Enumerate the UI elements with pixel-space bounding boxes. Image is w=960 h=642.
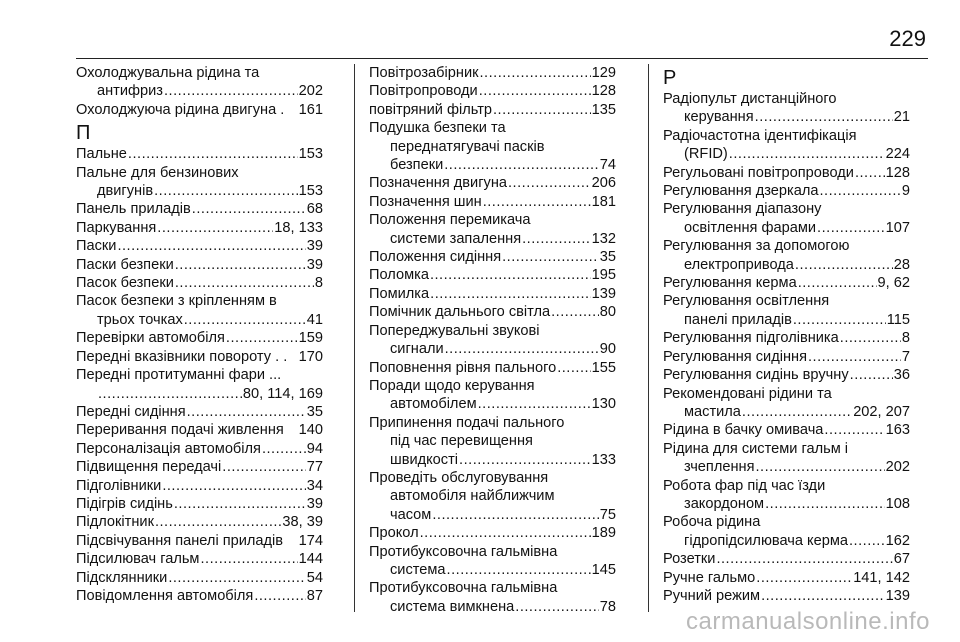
dot-leader (765, 495, 885, 513)
index-page-ref: 174 (298, 532, 323, 549)
dot-leader (755, 458, 884, 476)
index-page-ref: 141, 142 (853, 569, 910, 586)
dot-leader (522, 230, 591, 248)
index-entry-title: двигунів (97, 183, 154, 200)
index-entry (76, 403, 323, 421)
index-column-2 (369, 64, 616, 616)
index-page-ref: 115 (886, 311, 910, 328)
index-entry-title: панелі приладів (684, 311, 792, 328)
index-page-ref: 68 (306, 201, 323, 218)
dot-leader (508, 174, 591, 192)
index-entry (369, 524, 616, 542)
index-entry (76, 164, 323, 201)
dot-leader (175, 256, 306, 274)
dot-leader (502, 248, 599, 266)
index-entry-text: Протибуксовочна гальмівна (369, 580, 558, 597)
index-page-ref: 28 (893, 256, 910, 273)
index-entry-text: Попереджувальні звукові (369, 322, 540, 339)
dot-leader (168, 569, 305, 587)
dot-leader (742, 403, 852, 421)
index-entry (369, 359, 616, 377)
header-rule (76, 58, 928, 59)
dot-leader (445, 340, 599, 358)
index-entry-title: Регулювання сидінь вручну (663, 367, 849, 384)
dot-leader (795, 256, 893, 274)
index-entry (369, 174, 616, 192)
index-page-ref: 144 (298, 551, 323, 568)
dot-leader (493, 101, 591, 119)
index-entry-title: Підсвічування панелі приладів (76, 532, 284, 549)
index-entry-text: Радіочастотна ідентифікація (663, 127, 857, 144)
index-page-ref: 163 (885, 422, 910, 439)
index-entry (663, 550, 910, 568)
index-entry (76, 550, 323, 568)
index-page-ref: 35 (599, 249, 616, 266)
index-entry-text: під час перевищення (390, 433, 533, 450)
index-page-ref: 195 (591, 267, 616, 284)
index-entry-text: Охолоджувальна рідина та (76, 65, 260, 81)
index-page-ref: 224 (885, 146, 910, 163)
index-entry-title: (RFID) (684, 146, 728, 163)
dot-leader (793, 311, 886, 329)
index-page-ref: 87 (306, 587, 323, 604)
dot-leader (164, 82, 298, 100)
dot-leader (157, 219, 273, 237)
index-entry (663, 200, 910, 237)
index-page-ref: 130 (591, 396, 616, 413)
index-entry-text: Припинення подачі пального (369, 414, 565, 431)
index-entry (76, 440, 323, 458)
dot-leader (262, 440, 306, 458)
index-entry-title: Передні сидіння (76, 403, 186, 420)
index-column-3 (663, 64, 910, 605)
index-entry-text: Регулювання діапазону (663, 201, 822, 218)
index-page-ref: 78 (599, 598, 616, 615)
dot-leader (824, 421, 884, 439)
dot-leader (479, 64, 590, 82)
index-entry (369, 543, 616, 580)
dot-leader (798, 274, 877, 292)
index-entry (369, 211, 616, 248)
index-page-ref: 8 (314, 275, 323, 292)
index-page-ref: 39 (306, 495, 323, 512)
index-entry-title: закордоном (684, 495, 765, 512)
index-page-ref: 39 (306, 256, 323, 273)
index-page-ref: 139 (591, 285, 616, 302)
index-entry-title: системи запалення (390, 230, 522, 247)
index-entry (76, 532, 323, 550)
dot-leader (819, 182, 900, 200)
index-entry (76, 292, 323, 329)
dot-leader (184, 311, 306, 329)
dot-leader (222, 458, 305, 476)
column-divider (648, 64, 649, 612)
dot-leader (557, 359, 590, 377)
index-page-ref: 140 (298, 422, 323, 439)
index-page-ref: 135 (591, 101, 616, 118)
index-entry (76, 219, 323, 237)
column-divider (354, 64, 355, 612)
index-entry-title: Передні вказівники повороту . . (76, 348, 288, 365)
dot-leader (200, 550, 297, 568)
dot-leader (98, 385, 242, 403)
index-entry-title: Ручний режим (663, 587, 761, 604)
index-entry (76, 366, 323, 403)
index-entry (663, 182, 910, 200)
index-entry (76, 513, 323, 531)
index-entry (369, 285, 616, 303)
index-page-ref: 129 (591, 65, 616, 81)
index-entry (369, 193, 616, 211)
dot-leader (175, 274, 314, 292)
index-entry-title: швидкості (390, 451, 459, 468)
index-entry-title: Рідина в бачку омивача (663, 422, 824, 439)
dot-leader (117, 237, 305, 255)
index-entry-title: Перевірки автомобіля (76, 330, 225, 347)
index-entry (663, 366, 910, 384)
index-entry (369, 469, 616, 524)
index-entry (369, 266, 616, 284)
index-entry-title: Розетки (663, 551, 716, 568)
index-page-ref: 161 (298, 101, 323, 118)
dot-leader (444, 156, 599, 174)
dot-leader (254, 587, 305, 605)
index-entry-title: Пасок безпеки (76, 275, 174, 292)
index-entry-title: електропривода (684, 256, 794, 273)
index-entry (76, 101, 323, 119)
index-entry (663, 440, 910, 477)
dot-leader (478, 395, 591, 413)
index-entry-title: Підсилювач гальм (76, 551, 200, 568)
index-entry-text: Радіопульт дистанційного (663, 91, 837, 107)
index-entry-title: Підлокітник (76, 514, 154, 531)
dot-leader (226, 329, 298, 347)
index-entry (369, 248, 616, 266)
index-entry-text: Проведіть обслуговування (369, 469, 549, 486)
index-entry (369, 414, 616, 469)
index-page-ref: 132 (591, 230, 616, 247)
index-entry (663, 385, 910, 422)
dot-leader (162, 477, 305, 495)
watermark: carmanualsonline.info (686, 608, 930, 635)
index-entry (76, 495, 323, 513)
index-entry-title: трьох точках (97, 311, 183, 328)
index-entry (663, 237, 910, 274)
index-entry-title: Підвищення передачі (76, 459, 222, 476)
index-page-ref: 41 (306, 311, 323, 328)
index-entry (369, 322, 616, 359)
dot-leader (459, 451, 591, 469)
dot-leader (483, 193, 591, 211)
dot-leader (855, 164, 885, 182)
index-page-ref: 128 (885, 164, 910, 181)
index-entry (663, 421, 910, 439)
index-entry (76, 145, 323, 163)
index-entry-title: безпеки (390, 157, 444, 174)
dot-leader (515, 598, 599, 616)
index-entry (663, 127, 910, 164)
dot-leader (430, 266, 591, 284)
index-entry-title: Пальне (76, 146, 127, 163)
index-entry-title: система вимкнена (390, 598, 515, 615)
index-entry-title: Прокол (369, 525, 419, 542)
index-entry-title: Регулювання дзеркала (663, 183, 819, 200)
index-entry (663, 274, 910, 292)
index-entry (369, 119, 616, 174)
index-entry-title: освітлення фарами (684, 219, 817, 236)
index-page-ref: 202, 207 (853, 403, 910, 420)
index-entry-title: Паски (76, 238, 117, 255)
index-page-ref: 133 (591, 451, 616, 468)
index-page-ref: 9, 62 (877, 275, 910, 292)
dot-leader (447, 561, 591, 579)
index-entry-title: мастила (684, 403, 741, 420)
index-entry-title: Підголівники (76, 477, 162, 494)
index-entry (76, 274, 323, 292)
index-entry (76, 200, 323, 218)
index-entry-title: Поломка (369, 267, 429, 284)
dot-leader (432, 506, 598, 524)
index-entry (369, 377, 616, 414)
index-entry-title: автомобілем (390, 396, 477, 413)
index-page-ref: 38, 39 (282, 514, 323, 531)
index-page-ref: 189 (591, 525, 616, 542)
dot-leader (479, 82, 591, 100)
index-entry (663, 477, 910, 514)
dot-leader (187, 403, 306, 421)
index-page-ref: 139 (885, 587, 910, 604)
index-page-ref: 128 (591, 83, 616, 100)
index-entry-title: сигнали (390, 341, 444, 358)
index-entry-text: Передні протитуманні фари ... (76, 367, 282, 384)
index-page-ref: 54 (306, 569, 323, 586)
index-entry-title: Поповнення рівня пального (369, 359, 557, 376)
index-page-ref: 67 (893, 551, 910, 568)
dot-leader (755, 108, 893, 126)
index-page-ref: 206 (591, 175, 616, 192)
index-entry-title: зчеплення (684, 459, 755, 476)
index-entry (369, 82, 616, 100)
index-entry-title: Переривання подачі живлення (76, 422, 284, 439)
index-entry-title: Персоналізація автомобіля (76, 440, 261, 457)
index-page-ref: 90 (599, 341, 616, 358)
index-page-ref: 34 (306, 477, 323, 494)
index-entry-title: Підігрів сидінь (76, 495, 173, 512)
index-entry-title: Помилка (369, 285, 430, 302)
index-entry (76, 569, 323, 587)
index-entry-title: повітряний фільтр (369, 101, 492, 118)
index-entry (369, 579, 616, 616)
index-entry-text: автомобіля найближчим (390, 488, 555, 505)
index-entry-text: Пальне для бензинових (76, 164, 239, 181)
index-page-ref: 202 (885, 459, 910, 476)
index-entry-text: Робота фар під час їзди (663, 477, 826, 494)
index-page-ref: 153 (298, 183, 323, 200)
index-page-ref: 35 (306, 403, 323, 420)
index-entry-title: Позначення шин (369, 193, 482, 210)
dot-leader (430, 285, 591, 303)
dot-leader (840, 329, 901, 347)
index-entry-text: Положення перемикача (369, 212, 531, 229)
index-entry-title: Панель приладів (76, 201, 191, 218)
dot-leader (761, 587, 885, 605)
index-entry-title: Положення сидіння (369, 249, 502, 266)
index-entry-title: Ручне гальмо (663, 569, 756, 586)
index-entry (76, 348, 323, 366)
index-page-ref: 181 (591, 193, 616, 210)
index-entry (663, 329, 910, 347)
index-entry (663, 90, 910, 127)
index-entry-title: антифриз (97, 83, 163, 100)
index-page-ref: 7 (901, 348, 910, 365)
dot-leader (729, 145, 885, 163)
dot-leader (849, 532, 885, 550)
index-entry-title: Регулювання підголівника (663, 330, 839, 347)
index-entry-title: часом (390, 506, 432, 523)
index-page-ref: 9 (901, 183, 910, 200)
index-page-ref: 8 (901, 330, 910, 347)
index-page-ref: 80, 114, 169 (242, 385, 323, 402)
index-letter-heading: Р (663, 67, 677, 89)
index-entry-title: Повідомлення автомобіля (76, 587, 254, 604)
index-entry (76, 477, 323, 495)
index-entry-title: керування (684, 109, 754, 126)
index-entry-title: Паркування (76, 219, 157, 236)
index-entry (76, 256, 323, 274)
index-page-ref: 21 (893, 109, 910, 126)
index-entry-text: переднатягувачі пасків (390, 138, 545, 155)
index-entry (663, 587, 910, 605)
index-page-ref: 36 (893, 367, 910, 384)
index-page-ref: 162 (885, 532, 910, 549)
index-entry (76, 421, 323, 439)
index-entry-text: Рідина для системи гальм і (663, 440, 849, 457)
index-page-ref: 155 (591, 359, 616, 376)
index-page-ref: 202 (298, 83, 323, 100)
dot-leader (420, 524, 591, 542)
dot-leader (551, 303, 599, 321)
index-page-ref: 159 (298, 330, 323, 347)
index-page-ref: 74 (599, 157, 616, 174)
index-entry-title: Повітропроводи (369, 83, 478, 100)
index-entry-title: система (390, 561, 446, 578)
index-page-ref: 153 (298, 146, 323, 163)
index-entry (663, 348, 910, 366)
index-entry (76, 329, 323, 347)
dot-leader (174, 495, 306, 513)
index-page-ref: 77 (306, 459, 323, 476)
index-entry (76, 237, 323, 255)
index-entry-title: Повітрозабірник (369, 65, 479, 81)
index-page-ref: 39 (306, 238, 323, 255)
index-entry-text: Подушка безпеки та (369, 120, 506, 137)
index-entry-title: Позначення двигуна (369, 175, 507, 192)
index-entry-text: Пасок безпеки з кріпленням в (76, 293, 277, 310)
dot-leader (155, 513, 281, 531)
index-entry-title: Охолоджуюча рідина двигуна . (76, 101, 285, 118)
index-entry-title: гідропідсилювача керма (684, 532, 848, 549)
index-entry (663, 164, 910, 182)
index-page-ref: 80 (599, 304, 616, 321)
index-entry-title: Паски безпеки (76, 256, 174, 273)
dot-leader (192, 200, 306, 218)
index-entry-title: Регульовані повітропроводи (663, 164, 854, 181)
index-entry (76, 64, 323, 101)
index-letter-heading: П (76, 122, 91, 145)
index-entry (663, 569, 910, 587)
dot-leader (716, 550, 892, 568)
page-number: 229 (889, 26, 926, 51)
index-entry-title: Помічник дальнього світла (369, 304, 551, 321)
index-page-ref: 145 (591, 561, 616, 578)
index-page-ref: 75 (599, 506, 616, 523)
dot-leader (128, 145, 298, 163)
index-entry-text: Рекомендовані рідини та (663, 385, 832, 402)
index-page-ref: 170 (298, 348, 323, 365)
index-page-ref: 94 (306, 440, 323, 457)
dot-leader (808, 348, 901, 366)
index-entry (369, 303, 616, 321)
index-entry-text: Поради щодо керування (369, 377, 535, 394)
dot-leader (850, 366, 893, 384)
index-entry-text: Протибуксовочна гальмівна (369, 543, 558, 560)
dot-leader (817, 219, 885, 237)
index-entry-text: Робоча рідина (663, 514, 761, 531)
index-entry (369, 101, 616, 119)
dot-leader (154, 182, 298, 200)
index-entry-title: Підсклянники (76, 569, 168, 586)
index-entry (76, 458, 323, 476)
index-entry-text: Регулювання за допомогою (663, 238, 850, 255)
index-page-ref: 108 (885, 495, 910, 512)
index-entry (663, 513, 910, 550)
index-page-ref: 107 (885, 219, 910, 236)
index-entry-title: Регулювання сидіння (663, 348, 807, 365)
index-entry-text: Регулювання освітлення (663, 293, 830, 310)
index-page-ref: 18, 133 (274, 219, 323, 236)
index-entry-title: Регулювання керма (663, 275, 797, 292)
index-column-1 (76, 64, 323, 605)
index-entry (369, 64, 616, 82)
index-entry (76, 587, 323, 605)
index-entry (663, 292, 910, 329)
dot-leader (756, 569, 852, 587)
